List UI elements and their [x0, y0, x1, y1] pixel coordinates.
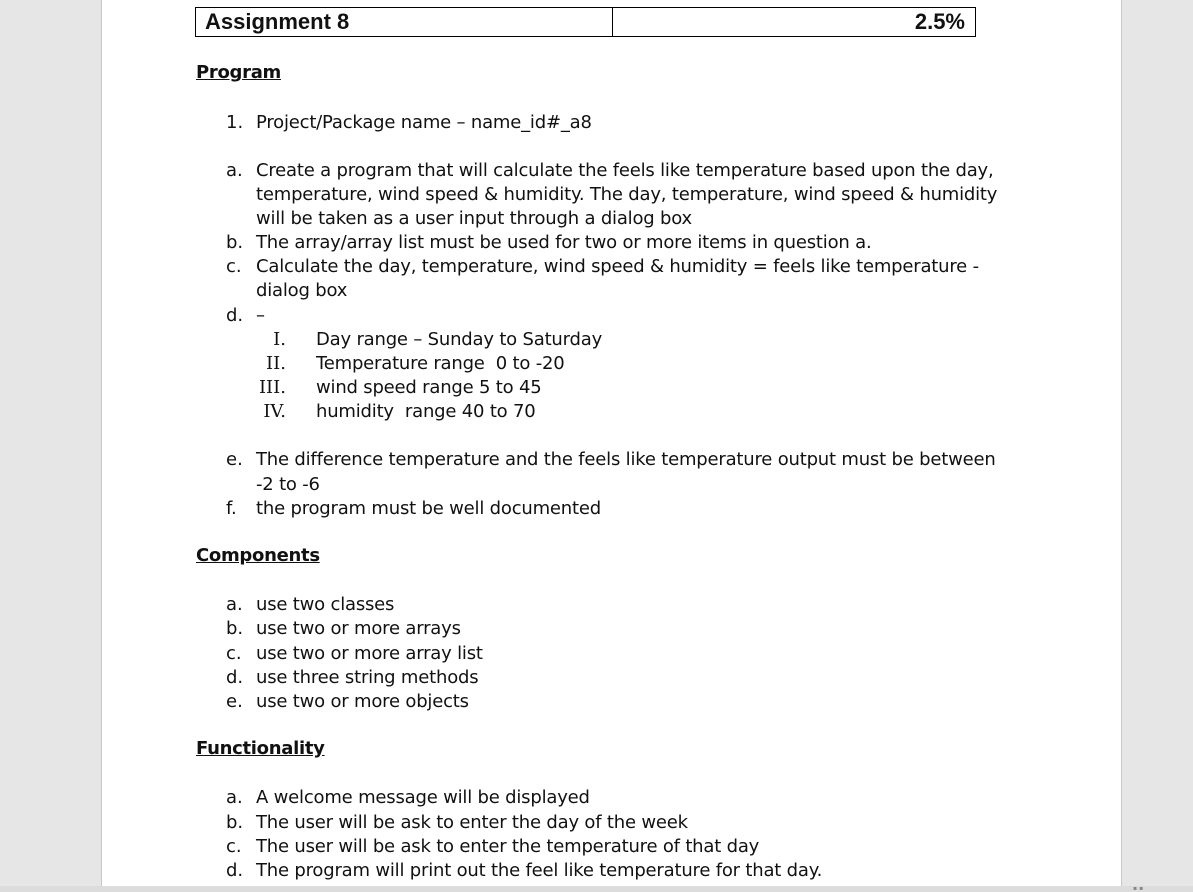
functionality-item: The user will be ask to enter the day of the week: [256, 812, 688, 833]
list-marker: d.: [226, 305, 244, 326]
list-marker: d.: [226, 860, 244, 881]
functionality-item: The program will print out the feel like temperature for that day.: [256, 860, 823, 881]
functionality-item: A welcome message will be displayed: [256, 787, 590, 808]
document-page: [101, 0, 1122, 886]
list-marker: c.: [226, 256, 242, 277]
list-marker: c.: [226, 836, 242, 857]
roman-marker: III.: [258, 377, 286, 398]
grip-icon[interactable]: ▪▪: [1133, 885, 1146, 892]
program-item-b-line-1: The array/array list must be used for two or more items in question a.: [256, 232, 872, 253]
list-marker: a.: [226, 594, 243, 615]
program-heading: Program: [196, 62, 281, 83]
numbered-marker: 1.: [226, 112, 244, 133]
list-marker: a.: [226, 160, 243, 181]
roman-marker: II.: [266, 353, 286, 374]
range-day: Day range – Sunday to Saturday: [316, 329, 603, 350]
roman-marker: IV.: [263, 401, 286, 422]
program-item-e-line-1: The difference temperature and the feels like temperature output must be between: [256, 449, 996, 470]
functionality-heading: Functionality: [196, 738, 325, 759]
program-item-a-line-1: Create a program that will calculate the feels like temperature based upon the day,: [256, 160, 994, 181]
list-marker: e.: [226, 691, 243, 712]
project-name-line: Project/Package name – name_id#_a8: [256, 112, 592, 133]
program-item-f-line-1: the program must be well documented: [256, 498, 601, 519]
program-item-a-line-2: temperature, wind speed & humidity. The day, temperature, wind speed & humidity: [256, 184, 998, 205]
range-humidity: humidity range 40 to 70: [316, 401, 536, 422]
assignment-header-table: [195, 7, 976, 37]
component-item: use two or more array list: [256, 643, 483, 664]
list-marker: f.: [226, 498, 237, 519]
range-wind-speed: wind speed range 5 to 45: [316, 377, 542, 398]
program-item-a-line-3: will be taken as a user input through a dialog box: [256, 208, 692, 229]
functionality-item: The user will be ask to enter the temperature of that day: [256, 836, 760, 857]
list-marker: e.: [226, 449, 243, 470]
horizontal-scrollbar[interactable]: [0, 886, 1193, 892]
assignment-weight: 2.5%: [914, 9, 965, 34]
list-marker: b.: [226, 232, 244, 253]
list-marker: c.: [226, 643, 242, 664]
list-marker: b.: [226, 812, 244, 833]
roman-marker: I.: [273, 329, 286, 350]
list-marker: d.: [226, 667, 244, 688]
program-item-c-line-1: Calculate the day, temperature, wind speed & humidity = feels like temperature -: [256, 256, 979, 277]
list-marker: b.: [226, 618, 244, 639]
program-item-e-line-2: -2 to -6: [256, 474, 320, 495]
component-item: use two or more objects: [256, 691, 469, 712]
components-heading: Components: [196, 545, 320, 566]
component-item: use three string methods: [256, 667, 479, 688]
range-temperature: Temperature range 0 to -20: [316, 353, 565, 374]
program-item-c-line-2: dialog box: [256, 280, 348, 301]
program-item-d-line-1: –: [256, 305, 265, 326]
component-item: use two or more arrays: [256, 618, 461, 639]
component-item: use two classes: [256, 594, 395, 615]
assignment-title: Assignment 8: [196, 8, 613, 36]
list-marker: a.: [226, 787, 243, 808]
